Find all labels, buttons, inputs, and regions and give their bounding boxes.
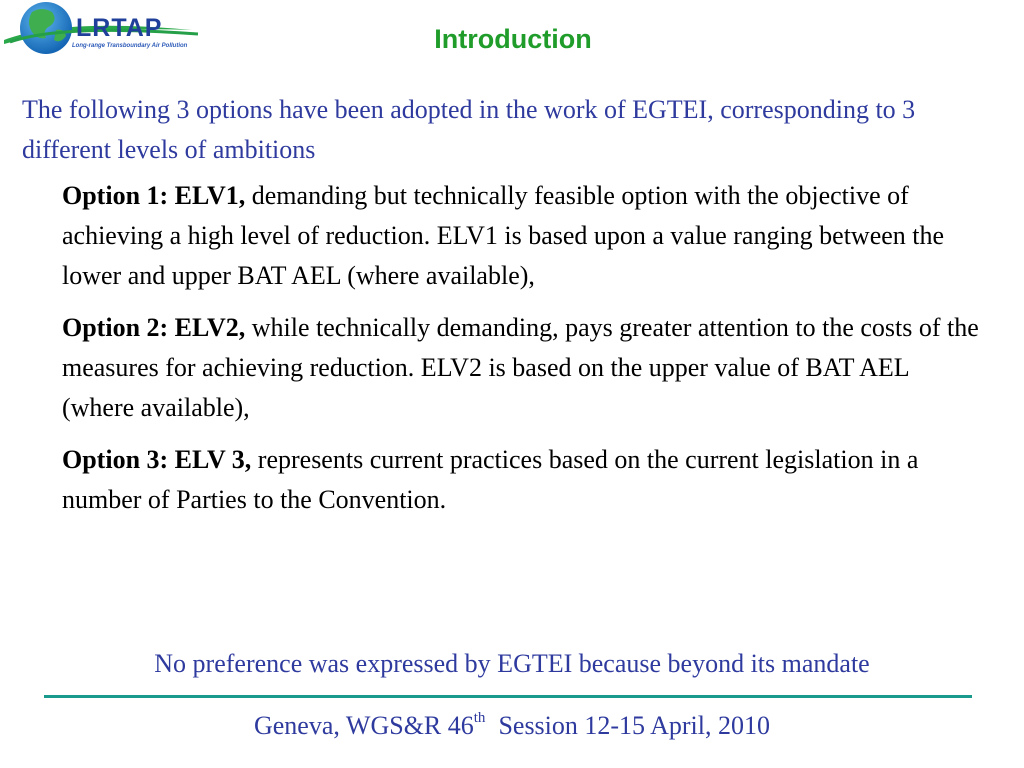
logo-wordmark: LRTAP: [76, 14, 163, 42]
option-3-text: represents current practices based on the current legislation in a number of Parties to the Convention.: [62, 445, 919, 514]
option-3-label: Option 3: ELV 3,: [62, 445, 252, 474]
options-list: [62, 176, 982, 532]
intro-paragraph: The following 3 options have been adopted in the work of EGTEI, corresponding to 3 different levels of ambitions: [22, 95, 916, 164]
option-1-text: demanding but technically feasible option with the objective of achieving a high level of reduction. ELV1 is based upon a value ranging between the lower and upper BAT AEL (where available),: [62, 181, 945, 290]
footer-prefix: Geneva, WGS&R 46: [253, 711, 474, 740]
conclusion-text: No preference was expressed by EGTEI because beyond its mandate: [154, 649, 870, 678]
option-2-text: while technically demanding, pays greater attention to the costs of the measures for achieving reduction. ELV2 is based on the upper value of BAT AEL (where available),: [62, 313, 979, 422]
footer-divider: [44, 695, 972, 698]
option-2-label: Option 2: ELV2,: [62, 313, 246, 342]
option-1: [62, 176, 982, 296]
option-3: [62, 440, 982, 520]
logo-subtitle: Long-range Transboundary Air Pollution: [72, 43, 188, 49]
option-1-label: Option 1: ELV1,: [62, 181, 246, 210]
option-2: [62, 308, 982, 428]
footer: [0, 706, 1024, 746]
slide-title: Introduction: [434, 24, 592, 54]
footer-suffix: Session 12-15 April, 2010: [485, 711, 771, 740]
footer-superscript: th: [473, 710, 486, 726]
